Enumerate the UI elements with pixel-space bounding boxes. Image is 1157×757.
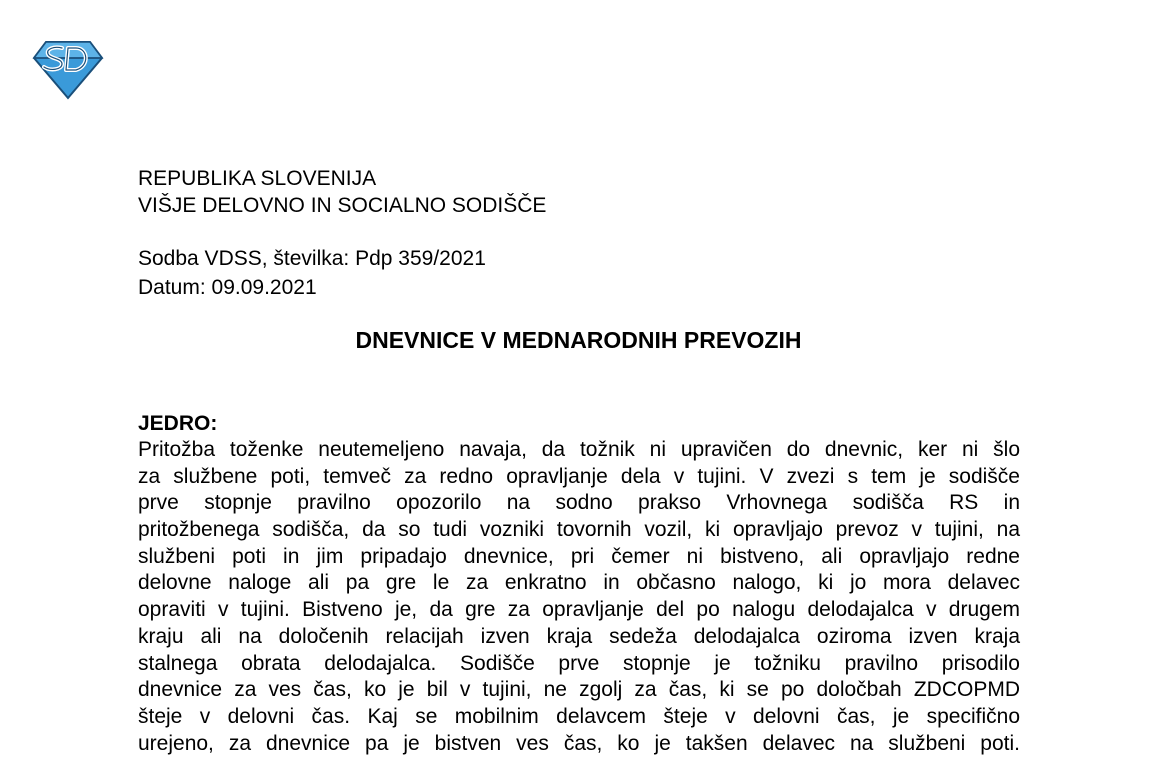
paragraph-line: prve stopnje pravilno opozorilo na sodno prakso Vrhovnega sodišča RS in bbox=[138, 491, 1020, 515]
court-logo-icon bbox=[32, 40, 104, 100]
case-date: Datum: 09.09.2021 bbox=[138, 276, 317, 299]
paragraph-line: delovne naloge ali pa gre le za enkratno in občasno nalogo, ki jo mora delavec bbox=[138, 571, 1020, 595]
paragraph-line: za službene poti, temveč za redno opravljanje dela v tujini. V zvezi s tem je sodišče bbox=[138, 464, 1020, 488]
paragraph-line: stalnega obrata delodajalca. Sodišče prve stopnje je tožniku pravilno prisodilo bbox=[138, 651, 1020, 675]
court-header bbox=[138, 165, 546, 219]
paragraph-line: dnevnice za ves čas, ko je bil v tujini, ne zgolj za čas, ki se po določbah ZDCOPMD bbox=[138, 678, 1020, 702]
jedro-paragraph bbox=[138, 437, 1020, 757]
paragraph-line: šteje v delovni čas. Kaj se mobilnim delavcem šteje v delovni čas, je specifično bbox=[138, 704, 1020, 728]
case-meta bbox=[138, 244, 486, 302]
paragraph-line: pritožbenega sodišča, da so tudi vozniki tovornih vozil, ki opravljajo prevoz v tujini, na bbox=[138, 518, 1020, 542]
paragraph-line: opraviti v tujini. Bistveno je, da gre za opravljanje del po nalogu delodajalca v drugem bbox=[138, 598, 1020, 622]
document-title bbox=[0, 325, 1157, 355]
paragraph-line: kraju ali na določenih relacijah izven kraja sedeža delodajalca oziroma izven kraja bbox=[138, 624, 1020, 648]
header-court-name: VIŠJE DELOVNO IN SOCIALNO SODIŠČE bbox=[138, 194, 547, 217]
document-title-text: DNEVNICE V MEDNARODNIH PREVOZIH bbox=[355, 327, 802, 353]
paragraph-line: službeni poti in jim pripadajo dnevnice, pri čemer ni bistveno, ali opravljajo redne bbox=[138, 544, 1020, 568]
header-country: REPUBLIKA SLOVENIJA bbox=[138, 167, 377, 190]
case-number: Sodba VDSS, številka: Pdp 359/2021 bbox=[138, 247, 486, 270]
jedro-heading: JEDRO: bbox=[138, 412, 218, 435]
paragraph-line: Pritožba toženke neutemeljeno navaja, da tožnik ni upravičen do dnevnic, ker ni šlo bbox=[138, 438, 1020, 461]
paragraph-line: urejeno, za dnevnice pa je bistven ves čas, ko je takšen delavec na službeni poti. bbox=[138, 731, 1020, 755]
